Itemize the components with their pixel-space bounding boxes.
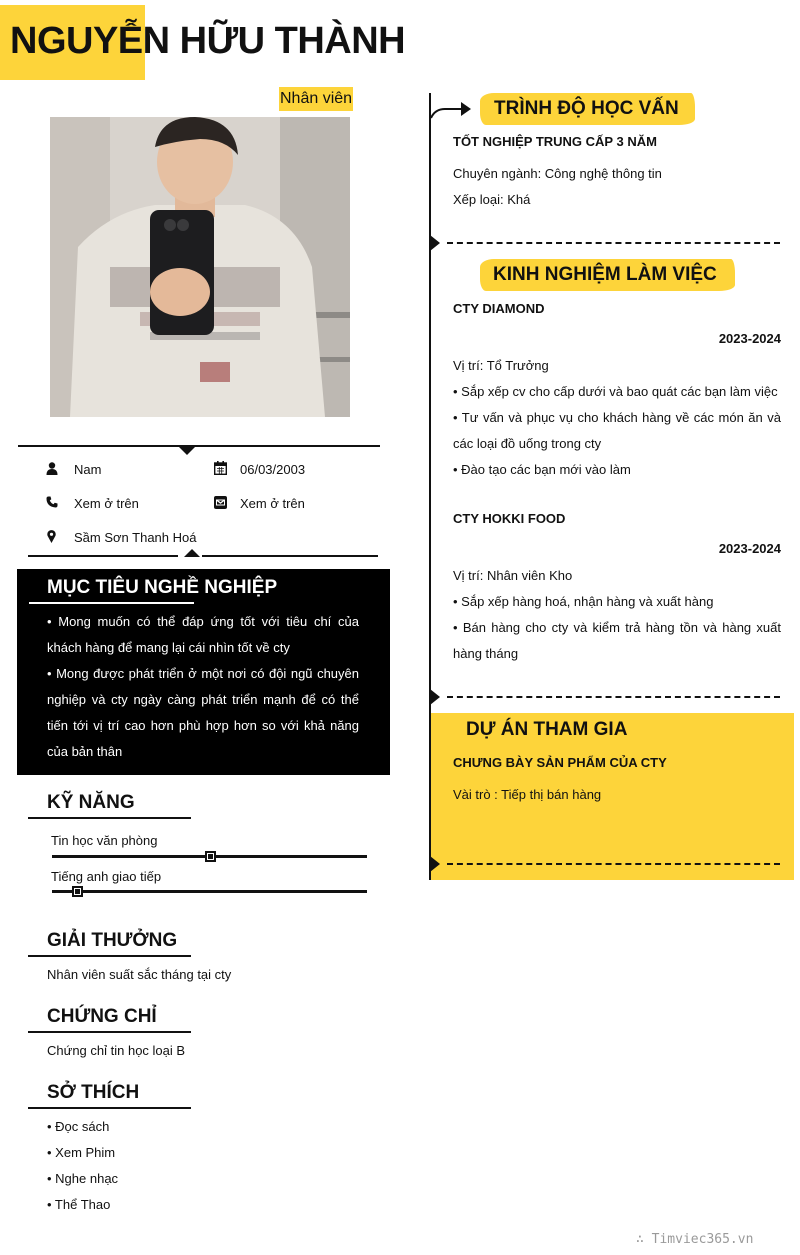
address-value: Sầm Sơn Thanh Hoá [74, 530, 197, 545]
skill-level-marker [205, 851, 216, 862]
objective-underline [29, 602, 194, 604]
watermark: ∴ Timviec365.vn [636, 1232, 754, 1247]
skill-level-marker [72, 886, 83, 897]
job-role: Vị trí: Nhân viên Kho [453, 568, 573, 583]
job-role: Vị trí: Tổ Trưởng [453, 358, 549, 373]
skills-title: KỸ NĂNG [47, 792, 135, 813]
education-title: TRÌNH ĐỘ HỌC VẤN [494, 98, 679, 119]
project-name: CHƯNG BÀY SẢN PHẨM CỦA CTY [453, 755, 667, 770]
phone-value: Xem ở trên [74, 496, 139, 511]
job-position: Nhân viên [279, 87, 353, 111]
certificates-title: CHỨNG CHỈ [47, 1006, 157, 1027]
timeline-marker [430, 689, 440, 705]
candidate-name: NGUYỄN HỮU THÀNH [10, 20, 406, 62]
awards-text: Nhân viên suất sắc tháng tại cty [47, 967, 232, 982]
skill-name: Tiếng anh giao tiếp [51, 869, 162, 884]
contact-bottom-divider-left [28, 555, 178, 557]
job-details [453, 563, 781, 667]
profile-photo-illustration [50, 117, 350, 417]
objective-text [47, 609, 359, 765]
job-details [453, 353, 781, 483]
hobby-item: • Thể Thao [47, 1197, 111, 1212]
job-duty: • Sắp xếp hàng hoá, nhận hàng và xuất hàng [453, 594, 714, 609]
hobbies-underline [28, 1107, 191, 1109]
objective-line: • Mong muốn có thể đáp ứng tốt với tiêu chí của khách hàng để mang lại cái nhìn tốt về cty [47, 614, 359, 655]
awards-title: GIẢI THƯỞNG [47, 930, 178, 951]
skill-name: Tin học văn phòng [51, 833, 158, 848]
timeline-line [429, 93, 431, 880]
divider-arrow-up [184, 549, 200, 557]
career-objective-section [17, 569, 390, 775]
experience-title: KINH NGHIỆM LÀM VIỆC [493, 264, 717, 285]
calendar-icon [214, 461, 228, 475]
job-company: CTY HOKKI FOOD [453, 511, 566, 526]
contact-bottom-divider-right [202, 555, 378, 557]
job-period: 2023-2024 [718, 541, 781, 556]
email-value: Xem ở trên [240, 496, 305, 511]
user-icon [46, 462, 60, 476]
timeline-marker [430, 856, 440, 872]
hobby-item: • Đọc sách [47, 1119, 110, 1134]
job-duty: • Sắp xếp cv cho cấp dưới và bao quát các bạn làm việc [453, 384, 778, 399]
certificates-text: Chứng chỉ tin học loại B [47, 1043, 186, 1058]
job-period: 2023-2024 [718, 331, 781, 346]
divider-arrow-down [179, 447, 195, 455]
phone-icon [46, 496, 60, 510]
section-divider [447, 696, 780, 698]
section-divider [447, 242, 780, 244]
hobby-item: • Nghe nhạc [47, 1171, 119, 1186]
objective-title: MỤC TIÊU NGHỀ NGHIỆP [47, 577, 278, 598]
hobbies-list [47, 1114, 118, 1218]
profile-photo [50, 117, 350, 417]
education-degree: TỐT NGHIỆP TRUNG CẤP 3 NĂM [453, 134, 657, 149]
awards-underline [28, 955, 191, 957]
projects-title: DỰ ÁN THAM GIA [466, 719, 628, 740]
education-major: Chuyên ngành: Công nghệ thông tin [453, 166, 662, 181]
location-icon [47, 530, 61, 544]
email-icon [214, 496, 228, 510]
job-company: CTY DIAMOND [453, 301, 545, 316]
skill-bar [52, 890, 367, 893]
contact-top-divider [18, 445, 380, 447]
job-duty: • Tư vấn và phục vụ cho khách hàng về các món ăn và các loại đồ uống trong cty [453, 410, 781, 451]
gender-value: Nam [74, 462, 102, 477]
job-duty: • Bán hàng cho cty và kiểm trả hàng tồn và hàng xuất hàng tháng [453, 620, 781, 661]
section-divider [447, 863, 780, 865]
hobby-item: • Xem Phim [47, 1145, 116, 1160]
education-rank: Xếp loại: Khá [453, 192, 531, 207]
birthday-value: 06/03/2003 [240, 462, 306, 477]
project-role: Vài trò : Tiếp thị bán hàng [453, 787, 602, 802]
skills-underline [28, 817, 191, 819]
job-duty: • Đào tạo các bạn mới vào làm [453, 462, 631, 477]
certificates-underline [28, 1031, 191, 1033]
hobbies-title: SỞ THÍCH [47, 1082, 140, 1103]
timeline-arrow-icon [431, 100, 473, 127]
objective-line: • Mong được phát triển ở một nơi có đội ngũ chuyên nghiệp và cty ngày càng phát triển mạnh để có thể tiến tới vị trí cao hơn phù hợp hơn so với khả năng của bản thân [47, 666, 359, 759]
timeline-marker [430, 235, 440, 251]
